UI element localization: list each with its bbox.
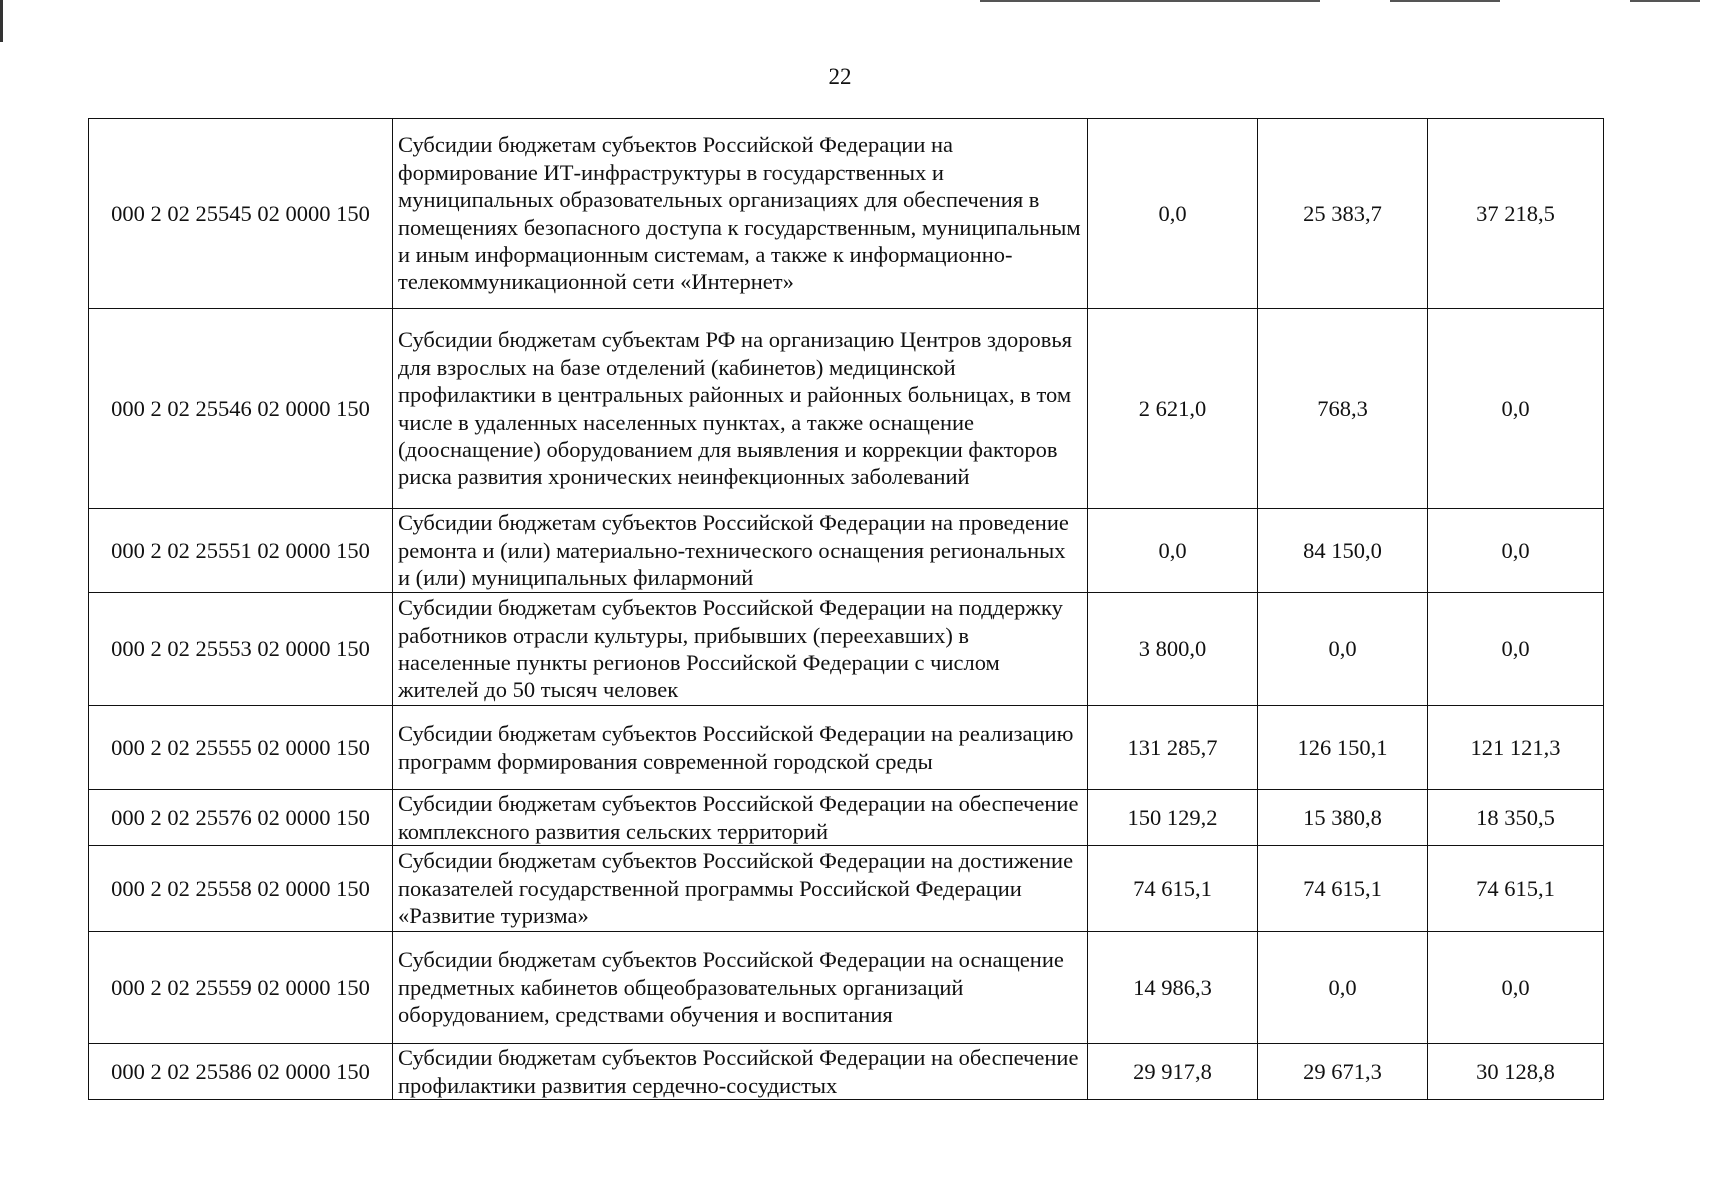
budget-table (88, 118, 1604, 1100)
value-cell-2: 15 380,8 (1258, 790, 1428, 846)
value-cell-1: 0,0 (1088, 509, 1258, 593)
value-cell-2: 25 383,7 (1258, 119, 1428, 309)
budget-code-cell: 000 2 02 25576 02 0000 150 (89, 790, 393, 846)
budget-code-cell: 000 2 02 25553 02 0000 150 (89, 593, 393, 706)
value-cell-1: 2 621,0 (1088, 309, 1258, 509)
budget-code-cell: 000 2 02 25545 02 0000 150 (89, 119, 393, 309)
value-cell-3: 121 121,3 (1428, 706, 1604, 790)
value-cell-1: 29 917,8 (1088, 1044, 1258, 1100)
table-row (89, 119, 1604, 309)
value-cell-1: 150 129,2 (1088, 790, 1258, 846)
value-cell-3: 74 615,1 (1428, 846, 1604, 932)
value-cell-2: 74 615,1 (1258, 846, 1428, 932)
value-cell-1: 3 800,0 (1088, 593, 1258, 706)
value-cell-3: 37 218,5 (1428, 119, 1604, 309)
table-row (89, 509, 1604, 593)
table-row (89, 309, 1604, 509)
value-cell-2: 0,0 (1258, 593, 1428, 706)
table-row (89, 790, 1604, 846)
value-cell-2: 84 150,0 (1258, 509, 1428, 593)
description-cell: Субсидии бюджетам субъектов Российской Федерации на поддержку работников отрасли культуры, прибывших (переехавших) в населенные пункты регионов Российской Федерации с числом жителей до 50 тысяч человек (393, 593, 1088, 706)
value-cell-3: 0,0 (1428, 593, 1604, 706)
value-cell-3: 30 128,8 (1428, 1044, 1604, 1100)
value-cell-2: 768,3 (1258, 309, 1428, 509)
description-cell: Субсидии бюджетам субъектов Российской Федерации на оснащение предметных кабинетов общеобразовательных организаций оборудованием, средствами обучения и воспитания (393, 932, 1088, 1044)
value-cell-3: 0,0 (1428, 309, 1604, 509)
description-cell: Субсидии бюджетам субъектов Российской Федерации на реализацию программ формирования современной городской среды (393, 706, 1088, 790)
description-cell: Субсидии бюджетам субъектов Российской Федерации на достижение показателей государственной программы Российской Федерации «Развитие туризма» (393, 846, 1088, 932)
budget-code-cell: 000 2 02 25546 02 0000 150 (89, 309, 393, 509)
scan-edge-line (0, 0, 3, 42)
scan-top-line-2 (1390, 0, 1500, 2)
value-cell-3: 0,0 (1428, 509, 1604, 593)
scan-top-line (980, 0, 1320, 2)
value-cell-2: 126 150,1 (1258, 706, 1428, 790)
value-cell-3: 18 350,5 (1428, 790, 1604, 846)
table-row (89, 1044, 1604, 1100)
scan-top-line-3 (1630, 0, 1700, 2)
description-cell: Субсидии бюджетам субъектов Российской Федерации на проведение ремонта и (или) материально-технического оснащения региональных и (или) муниципальных филармоний (393, 509, 1088, 593)
value-cell-1: 74 615,1 (1088, 846, 1258, 932)
value-cell-1: 14 986,3 (1088, 932, 1258, 1044)
table-row (89, 932, 1604, 1044)
page-number: 22 (828, 64, 852, 89)
value-cell-2: 0,0 (1258, 932, 1428, 1044)
budget-code-cell: 000 2 02 25558 02 0000 150 (89, 846, 393, 932)
description-cell: Субсидии бюджетам субъектов Российской Федерации на формирование ИТ-инфраструктуры в государственных и муниципальных образовательных организациях для обеспечения в помещениях безопасного доступа к государственным, муниципальным и иным информационным системам, а также к информационно-телекоммуникационной сети «Интернет» (393, 119, 1088, 309)
value-cell-3: 0,0 (1428, 932, 1604, 1044)
table-row (89, 706, 1604, 790)
description-cell: Субсидии бюджетам субъектов Российской Федерации на обеспечение профилактики развития сердечно-сосудистых (393, 1044, 1088, 1100)
value-cell-1: 131 285,7 (1088, 706, 1258, 790)
table-row (89, 593, 1604, 706)
budget-code-cell: 000 2 02 25555 02 0000 150 (89, 706, 393, 790)
budget-code-cell: 000 2 02 25559 02 0000 150 (89, 932, 393, 1044)
budget-code-cell: 000 2 02 25551 02 0000 150 (89, 509, 393, 593)
value-cell-1: 0,0 (1088, 119, 1258, 309)
value-cell-2: 29 671,3 (1258, 1044, 1428, 1100)
table-row (89, 846, 1604, 932)
budget-code-cell: 000 2 02 25586 02 0000 150 (89, 1044, 393, 1100)
description-cell: Субсидии бюджетам субъектам РФ на организацию Центров здоровья для взрослых на базе отделений (кабинетов) медицинской профилактики в центральных районных и районных больницах, в том числе в удаленных населенных пунктах, а также оснащение (дооснащение) оборудованием для выявления и коррекции факторов риска развития хронических неинфекционных заболеваний (393, 309, 1088, 509)
description-cell: Субсидии бюджетам субъектов Российской Федерации на обеспечение комплексного развития сельских территорий (393, 790, 1088, 846)
